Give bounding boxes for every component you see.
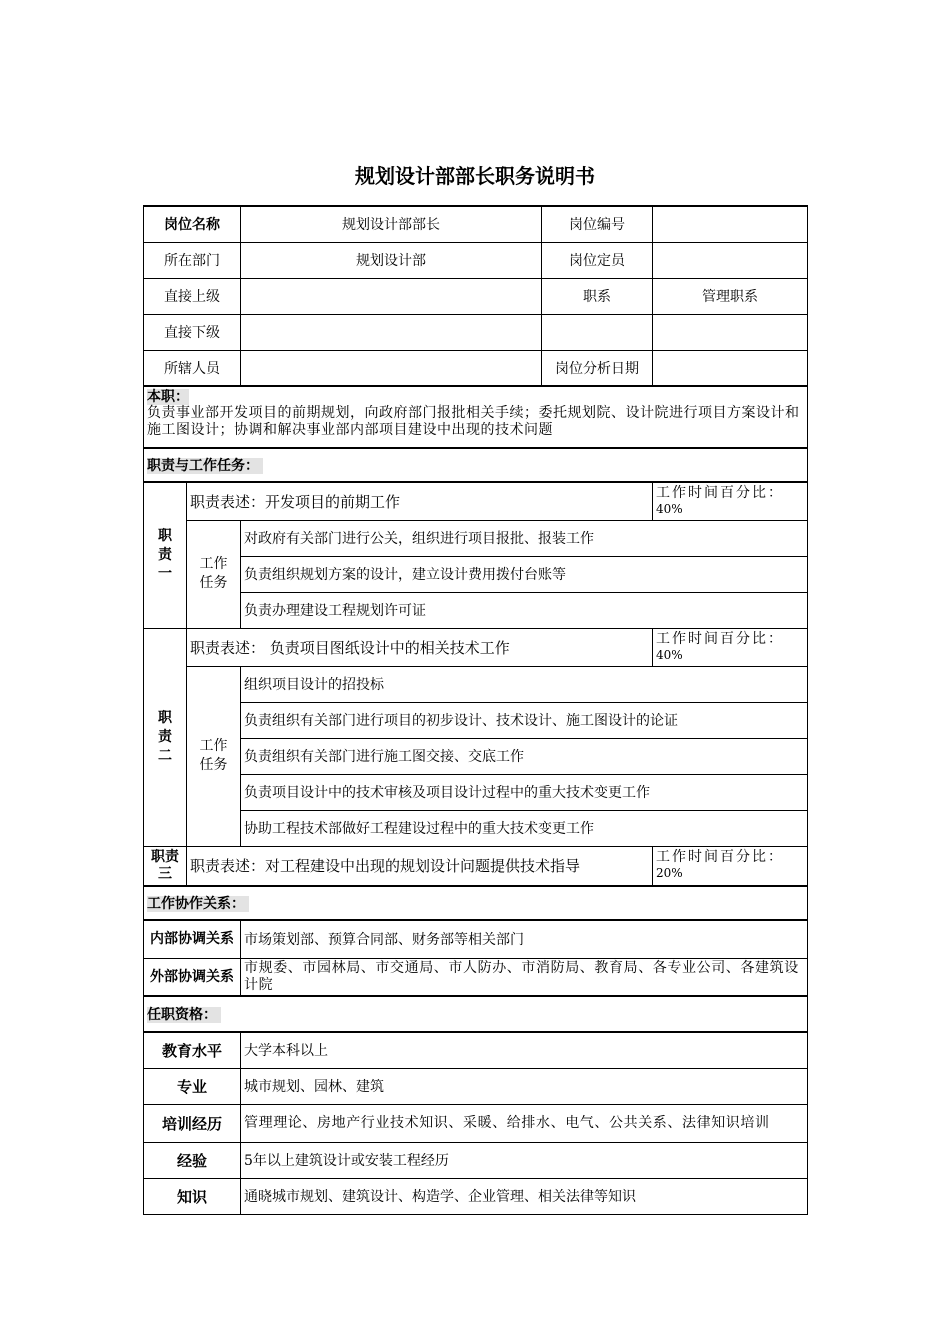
responsibility-2-task-label <box>187 666 241 846</box>
family-label: 职系 <box>542 278 653 314</box>
family-value: 管理职系 <box>653 278 808 314</box>
experience-label: 经验 <box>144 1142 241 1178</box>
percent-value: 20% <box>656 865 683 880</box>
external-coordination-label <box>144 958 241 996</box>
r1-task-2: 负责组织规划方案的设计，建立设计费用拨付台账等 <box>241 556 808 592</box>
responsibility-1-task-label <box>187 520 241 628</box>
job-description-table <box>143 205 808 1215</box>
position-no-label: 岗位编号 <box>542 206 653 242</box>
r1-task-3: 负责办理建设工程规划许可证 <box>241 592 808 628</box>
duty-section <box>144 386 808 448</box>
superior-label: 直接上级 <box>144 278 241 314</box>
knowledge-label: 知识 <box>144 1178 241 1214</box>
responsibility-3-statement: 职责表述：对工程建设中出现的规划设计问题提供技术指导 <box>187 846 653 886</box>
subordinate-value <box>241 314 542 350</box>
staff-value <box>241 350 542 386</box>
training-value: 管理理论、房地产行业技术知识、采暖、给排水、电气、公共关系、法律知识培训 <box>241 1104 808 1142</box>
responsibilities-header <box>144 448 808 482</box>
headcount-label: 岗位定员 <box>542 242 653 278</box>
position-name-value: 规划设计部部长 <box>241 206 542 242</box>
percent-value: 40% <box>656 502 683 516</box>
responsibility-3-name <box>144 846 187 886</box>
duty-label: 本职： <box>147 389 189 405</box>
responsibility-1-name <box>144 482 187 628</box>
training-label: 培训经历 <box>144 1104 241 1142</box>
cooperation-label: 工作协作关系： <box>147 896 249 912</box>
position-name-label: 岗位名称 <box>144 206 241 242</box>
duty-text: 负责事业部开发项目的前期规划，向政府部门报批相关手续；委托规划院、设计院进行项目方案设计和施工图设计；协调和解决事业部内部项目建设中出现的技术问题 <box>147 405 800 438</box>
responsibility-1-label: 职责一 <box>158 527 172 582</box>
task-label: 工作任务 <box>199 738 228 773</box>
internal-label-text: 内部协调关系 <box>150 931 234 948</box>
responsibility-2-name <box>144 628 187 846</box>
responsibility-2-statement: 职责表述： 负责项目图纸设计中的相关技术工作 <box>187 628 653 666</box>
external-coordination-value: 市规委、市园林局、市交通局、市人防办、市消防局、教育局、各专业公司、各建筑设计院 <box>241 958 808 996</box>
r2-task-1: 组织项目设计的招投标 <box>241 666 808 702</box>
responsibility-1-statement: 职责表述：开发项目的前期工作 <box>187 482 653 520</box>
subordinate-extra-value <box>653 314 808 350</box>
education-label: 教育水平 <box>144 1032 241 1068</box>
document-title: 规划设计部部长职务说明书 <box>355 164 595 188</box>
responsibility-1-percent <box>653 482 808 520</box>
qualifications-header <box>144 996 808 1032</box>
department-label: 所在部门 <box>144 242 241 278</box>
r2-task-4: 负责项目设计中的技术审核及项目设计过程中的重大技术变更工作 <box>241 774 808 810</box>
major-value: 城市规划、园林、建筑 <box>241 1068 808 1104</box>
analysis-date-value <box>653 350 808 386</box>
r1-task-1: 对政府有关部门进行公关，组织进行项目报批、报装工作 <box>241 520 808 556</box>
subordinate-extra <box>542 314 653 350</box>
analysis-date-label: 岗位分析日期 <box>542 350 653 386</box>
knowledge-value: 通晓城市规划、建筑设计、构造学、企业管理、相关法律等知识 <box>241 1178 808 1214</box>
task-label: 工作任务 <box>199 556 228 591</box>
superior-value <box>241 278 542 314</box>
responsibilities-label: 职责与工作任务： <box>147 458 263 474</box>
internal-coordination-label <box>144 920 241 958</box>
percent-label: 工作时间百分比： <box>656 485 784 501</box>
staff-label: 所辖人员 <box>144 350 241 386</box>
experience-value: 5年以上建筑设计或安装工程经历 <box>241 1142 808 1178</box>
responsibility-3-label: 职责三 <box>151 848 179 882</box>
position-no-value <box>653 206 808 242</box>
responsibility-2-label: 职责二 <box>158 709 172 764</box>
headcount-value <box>653 242 808 278</box>
external-label-text: 外部协调关系 <box>150 968 234 985</box>
r2-task-3: 负责组织有关部门进行施工图交接、交底工作 <box>241 738 808 774</box>
percent-label: 工作时间百分比： <box>656 848 784 865</box>
percent-value: 40% <box>656 647 683 662</box>
qualifications-label: 任职资格： <box>147 1007 221 1023</box>
subordinate-label: 直接下级 <box>144 314 241 350</box>
percent-label: 工作时间百分比： <box>656 630 784 647</box>
r2-task-2: 负责组织有关部门进行项目的初步设计、技术设计、施工图设计的论证 <box>241 702 808 738</box>
internal-coordination-value: 市场策划部、预算合同部、财务部等相关部门 <box>241 920 808 958</box>
major-label: 专业 <box>144 1068 241 1104</box>
responsibility-2-percent <box>653 628 808 666</box>
responsibility-3-percent <box>653 846 808 886</box>
cooperation-header <box>144 886 808 920</box>
r2-task-5: 协助工程技术部做好工程建设过程中的重大技术变更工作 <box>241 810 808 846</box>
education-value: 大学本科以上 <box>241 1032 808 1068</box>
department-value: 规划设计部 <box>241 242 542 278</box>
